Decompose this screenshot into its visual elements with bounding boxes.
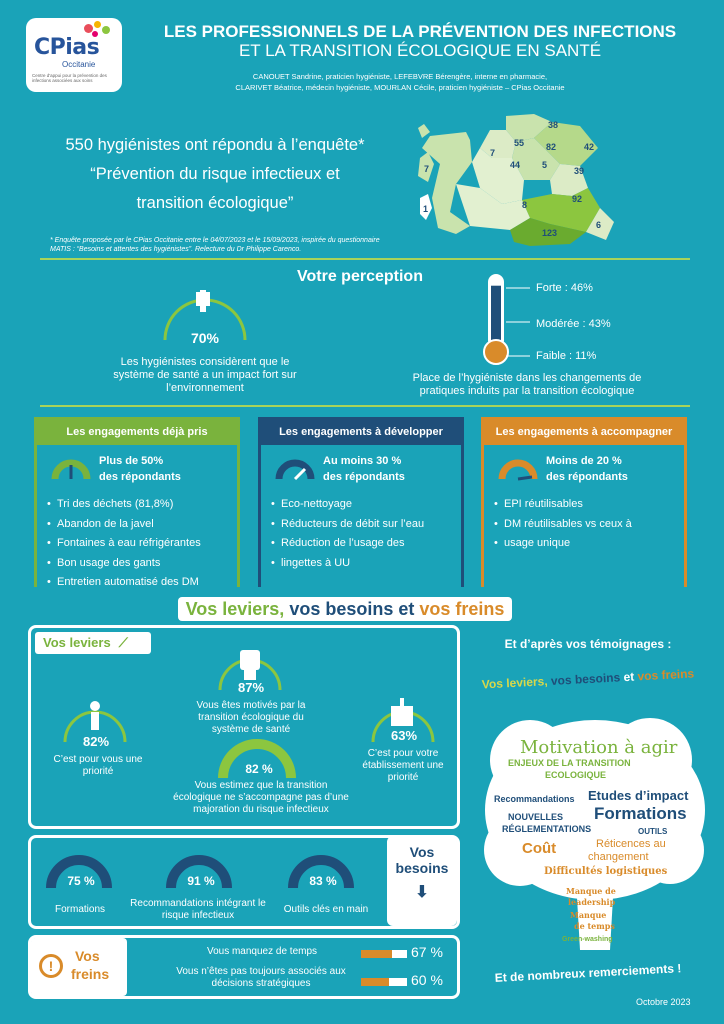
temoignages: Et d’après vos témoignages : — [504, 637, 672, 651]
logo-sub: Occitanie — [62, 60, 96, 69]
gauge-icon — [498, 457, 538, 481]
cloud-word: Green-washing — [562, 936, 613, 943]
cloud-word: Etudes d’impact — [588, 788, 689, 803]
cloud-word: ECOLOGIQUE — [545, 770, 607, 780]
leviers-label-text: Vos leviers — [43, 635, 111, 650]
list-item: • Fontaines à eau réfrigérantes — [47, 534, 227, 554]
map-label: 82 — [546, 142, 557, 152]
engagement-tag: des répondants — [546, 471, 628, 483]
cloud-word: ENJEUX DE LA TRANSITION — [508, 758, 631, 768]
authors-line-2: CLARIVET Béatrice, médecin hygiéniste, MOURLAN Cécile, praticien hygiéniste – CPias Occitanie — [235, 83, 565, 92]
engagement-tag: Plus de 50% — [99, 455, 164, 467]
engagement-box-developper — [258, 417, 464, 587]
survey-intro — [30, 131, 400, 218]
page-title: LES PROFESSIONNELS DE LA PRÉVENTION DES INFECTIONS — [163, 22, 677, 41]
perception-faible: Faible : 11% — [536, 350, 597, 362]
list-item: • lingettes à UU — [271, 554, 451, 574]
frein-bar-1 — [361, 950, 407, 958]
freins-panel — [28, 935, 460, 999]
leviers-text-3: C’est pour votre établissement une priorité — [362, 748, 444, 783]
warning-icon: ! — [39, 954, 63, 978]
besoin-text: Formations — [54, 904, 105, 915]
hand-arrow-icon: ⬇ — [415, 884, 429, 901]
survey-line-1: 550 hygiénistes ont répondu à l’enquête* — [65, 136, 365, 154]
list-item: • DM réutilisables vs ceux à — [494, 515, 674, 535]
besoins-label — [387, 836, 457, 926]
besoins-label-2: besoins — [395, 860, 449, 876]
engagement-tag: Moins de 20 % — [546, 455, 622, 467]
map-label: 55 — [514, 138, 525, 148]
map-label: 44 — [510, 160, 521, 170]
map-label: 38 — [548, 120, 559, 130]
authors-line-1: CANOUET Sandrine, praticien hygiéniste, LEFEBVRE Bérengère, interne en pharmacie, — [252, 72, 548, 81]
map-region-west — [422, 132, 472, 234]
leviers-pct-1: 87% — [237, 680, 265, 695]
cloud-word: de temps — [574, 921, 615, 931]
map-label: 8 — [522, 200, 528, 210]
cloud-word: NOUVELLES — [508, 812, 564, 822]
authors — [150, 71, 650, 93]
besoin-pct: 83 % — [309, 874, 337, 888]
logo-word: CPias — [34, 35, 100, 60]
leviers-panel — [28, 625, 460, 829]
list-item: • EPI réutilisables — [494, 495, 674, 515]
cloud-word: Difficultés logistiques — [544, 866, 668, 877]
cloud-word: Motivation à agir — [520, 737, 678, 758]
survey-footnote: * Enquête proposée par le CPias Occitanie entre le 04/07/2023 et le 15/09/2023, inspirée du questionnaire MATIS : “Besoins et attentes des hygiénistes”. Relecture du Dr Philippe Carenco. — [50, 237, 380, 253]
list-item: • Entretien automatisé des DM — [47, 573, 227, 593]
list-item: • Tri des déchets (81,8%) — [47, 495, 227, 515]
list-item: • Eco-nettoyage — [271, 495, 451, 515]
besoin-text: Recommandations intégrant le risque infectieux — [130, 898, 266, 921]
engagement-tag: des répondants — [323, 471, 405, 483]
cloud-word: Recommandations — [494, 794, 575, 804]
map-label: 123 — [542, 228, 558, 238]
wordcloud-title — [468, 666, 708, 693]
map-label: 1 — [423, 204, 429, 214]
besoin-pct: 75 % — [67, 874, 95, 888]
leviers-text-1: Vous êtes motivés par la transition écologique du système de santé — [196, 700, 306, 735]
list-item: • Bon usage des gants — [47, 554, 227, 574]
pill-leviers: Vos leviers, — [185, 599, 285, 619]
wl-a: Vos leviers, — [481, 674, 548, 692]
leviers-pct-4: 82 % — [245, 762, 273, 776]
list-item: • Réducteurs de débit sur l’eau — [271, 515, 451, 535]
map-label: 6 — [596, 220, 602, 230]
map-label: 39 — [574, 166, 585, 176]
besoins-label-1: Vos — [409, 844, 435, 860]
leviers-pct-2: 82% — [82, 734, 110, 749]
leviers-pct-3: 63% — [390, 728, 418, 743]
divider — [40, 405, 690, 407]
wl-b: vos besoins — [547, 670, 624, 689]
thermometer-pointers — [500, 282, 540, 362]
list-item: • Réduction de l’usage des — [271, 534, 451, 554]
frein-bar-2 — [361, 978, 407, 986]
map-label: 92 — [572, 194, 583, 204]
survey-line-2: “Prévention du risque infectieux et — [90, 165, 340, 183]
cloud-word: Réticences au — [596, 838, 666, 850]
cloud-word: Formations — [594, 804, 687, 823]
engagement-tag: Au moins 30 % — [323, 455, 402, 467]
leviers-besoins-freins-banner — [178, 597, 512, 621]
map-guadeloupe — [418, 124, 430, 138]
map-label: 42 — [584, 142, 595, 152]
pill-besoins: vos besoins et — [284, 599, 420, 619]
wl-d: vos freins — [637, 666, 695, 684]
frein-row-1: Vous manquez de temps — [206, 946, 318, 957]
engagement-box-accompagner — [481, 417, 687, 587]
perception-pct: 70% — [190, 330, 220, 346]
frein-val-1: 67 % — [411, 944, 443, 960]
cloud-word: leadership — [568, 897, 616, 907]
leviers-text-2: C’est pour vous une priorité — [53, 754, 143, 777]
map-label: 7 — [490, 148, 496, 158]
page-subtitle: ET LA TRANSITION ÉCOLOGIQUE EN SANTÉ — [238, 41, 602, 60]
perception-title: Votre perception — [297, 268, 423, 285]
besoins-panel — [28, 835, 460, 929]
wl-c: et — [623, 669, 638, 685]
cloud-word: changement — [588, 851, 649, 863]
leviers-text-4: Vous estimez que la transition écologique ne s’accompagne pas d’une majoration du risque infectieux — [173, 780, 349, 815]
perception-forte: Forte : 46% — [536, 282, 593, 294]
date: Octobre 2023 — [636, 997, 691, 1007]
survey-line-3: transition écologique” — [136, 194, 294, 212]
engagement-tag: des répondants — [99, 471, 181, 483]
map-label: 7 — [424, 164, 430, 174]
pill-freins: vos freins — [419, 599, 505, 619]
frein-row-2: Vous n’êtes pas toujours associés aux décisions stratégiques — [176, 966, 346, 989]
frein-val-2: 60 % — [411, 972, 443, 988]
perception-moderee: Modérée : 43% — [536, 318, 611, 330]
besoin-text: Outils clés en main — [283, 904, 369, 915]
perception-place: Place de l’hygiéniste dans les changements de pratiques induits par la transition écologique — [412, 372, 642, 397]
cloud-word: Manque — [570, 910, 607, 920]
remerciements: Et de nombreux remerciements ! — [494, 961, 682, 985]
perception-text: Les hygiénistes considèrent que le système de santé a un impact fort sur l’environnement — [113, 356, 297, 394]
leviers-label — [35, 632, 151, 654]
france-map — [410, 108, 710, 248]
map-label: 5 — [542, 160, 548, 170]
divider — [40, 258, 690, 260]
list-item: • usage unique — [494, 534, 674, 554]
freins-label — [31, 938, 127, 996]
logo-tagline: Centre d'appui pour la prévention des infections associées aux soins — [32, 73, 107, 84]
list-item: • Abandon de la javel — [47, 515, 227, 535]
cloud-word: OUTILS — [638, 827, 668, 836]
cloud-word: Coût — [522, 840, 557, 857]
engagement-head: Les engagements à accompagner — [484, 420, 684, 445]
engagement-head: Les engagements déjà pris — [37, 420, 237, 445]
besoin-pct: 91 % — [187, 874, 215, 888]
lever-icon: ⟋ — [118, 635, 128, 650]
freins-label-2: freins — [71, 966, 110, 982]
engagement-box-pris — [34, 417, 240, 587]
engagement-head: Les engagements à développer — [261, 420, 461, 445]
freins-label-1: Vos — [75, 948, 100, 964]
gauge-icon — [51, 457, 91, 481]
cloud-word: RÉGLEMENTATIONS — [502, 824, 592, 834]
cpias-logo — [26, 18, 122, 92]
cloud-word: Manque de — [566, 886, 616, 896]
gauge-icon — [275, 457, 315, 481]
